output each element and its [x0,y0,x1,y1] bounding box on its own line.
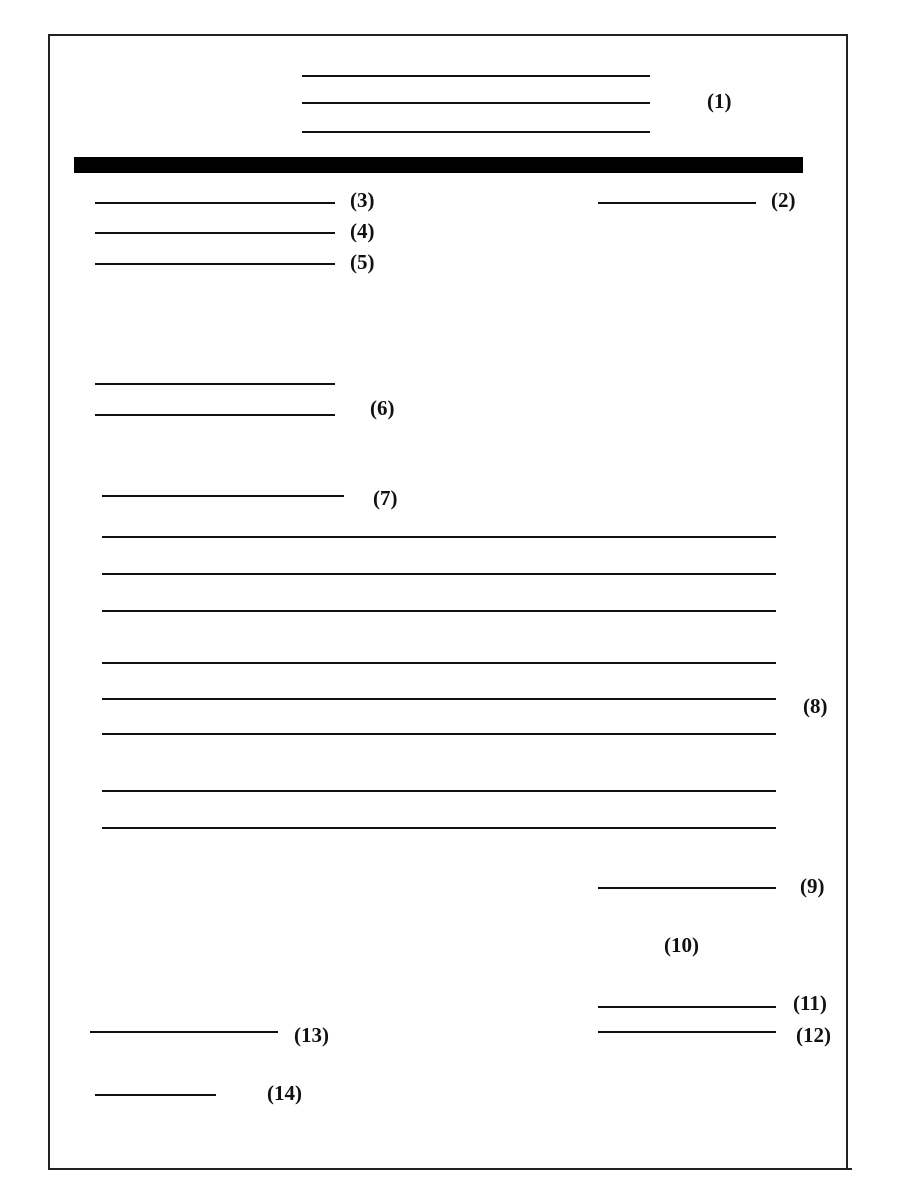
address-line-1 [95,383,335,385]
body-line-2 [102,573,776,575]
body-line-4 [102,662,776,664]
marker-4: (4) [350,219,375,243]
body-line-1 [102,536,776,538]
letterhead-line-2 [302,102,650,104]
marker-1: (1) [707,89,732,113]
address-line-2 [95,414,335,416]
date-line [598,202,756,204]
page-bottom-edge [48,1168,852,1170]
signer-name-line [598,1006,776,1008]
signer-title-line [598,1031,776,1033]
marker-14: (14) [267,1081,302,1105]
closing-line [598,887,776,889]
marker-7: (7) [373,486,398,510]
marker-5: (5) [350,250,375,274]
letterhead-line-1 [302,75,650,77]
enclosure-line [90,1031,278,1033]
marker-6: (6) [370,396,395,420]
body-line-8 [102,827,776,829]
reference-line-1 [95,202,335,204]
body-line-6 [102,733,776,735]
marker-11: (11) [793,991,827,1015]
salutation-line [102,495,344,497]
marker-3: (3) [350,188,375,212]
body-line-3 [102,610,776,612]
letterhead-line-3 [302,131,650,133]
body-line-5 [102,698,776,700]
marker-13: (13) [294,1023,329,1047]
reference-line-2 [95,232,335,234]
body-line-7 [102,790,776,792]
marker-10: (10) [664,933,699,957]
marker-8: (8) [803,694,828,718]
letterhead-rule [74,157,803,173]
marker-2: (2) [771,188,796,212]
marker-12: (12) [796,1023,831,1047]
reference-line-3 [95,263,335,265]
letter-page-frame [48,34,848,1168]
marker-9: (9) [800,874,825,898]
copy-notation-line [95,1094,216,1096]
